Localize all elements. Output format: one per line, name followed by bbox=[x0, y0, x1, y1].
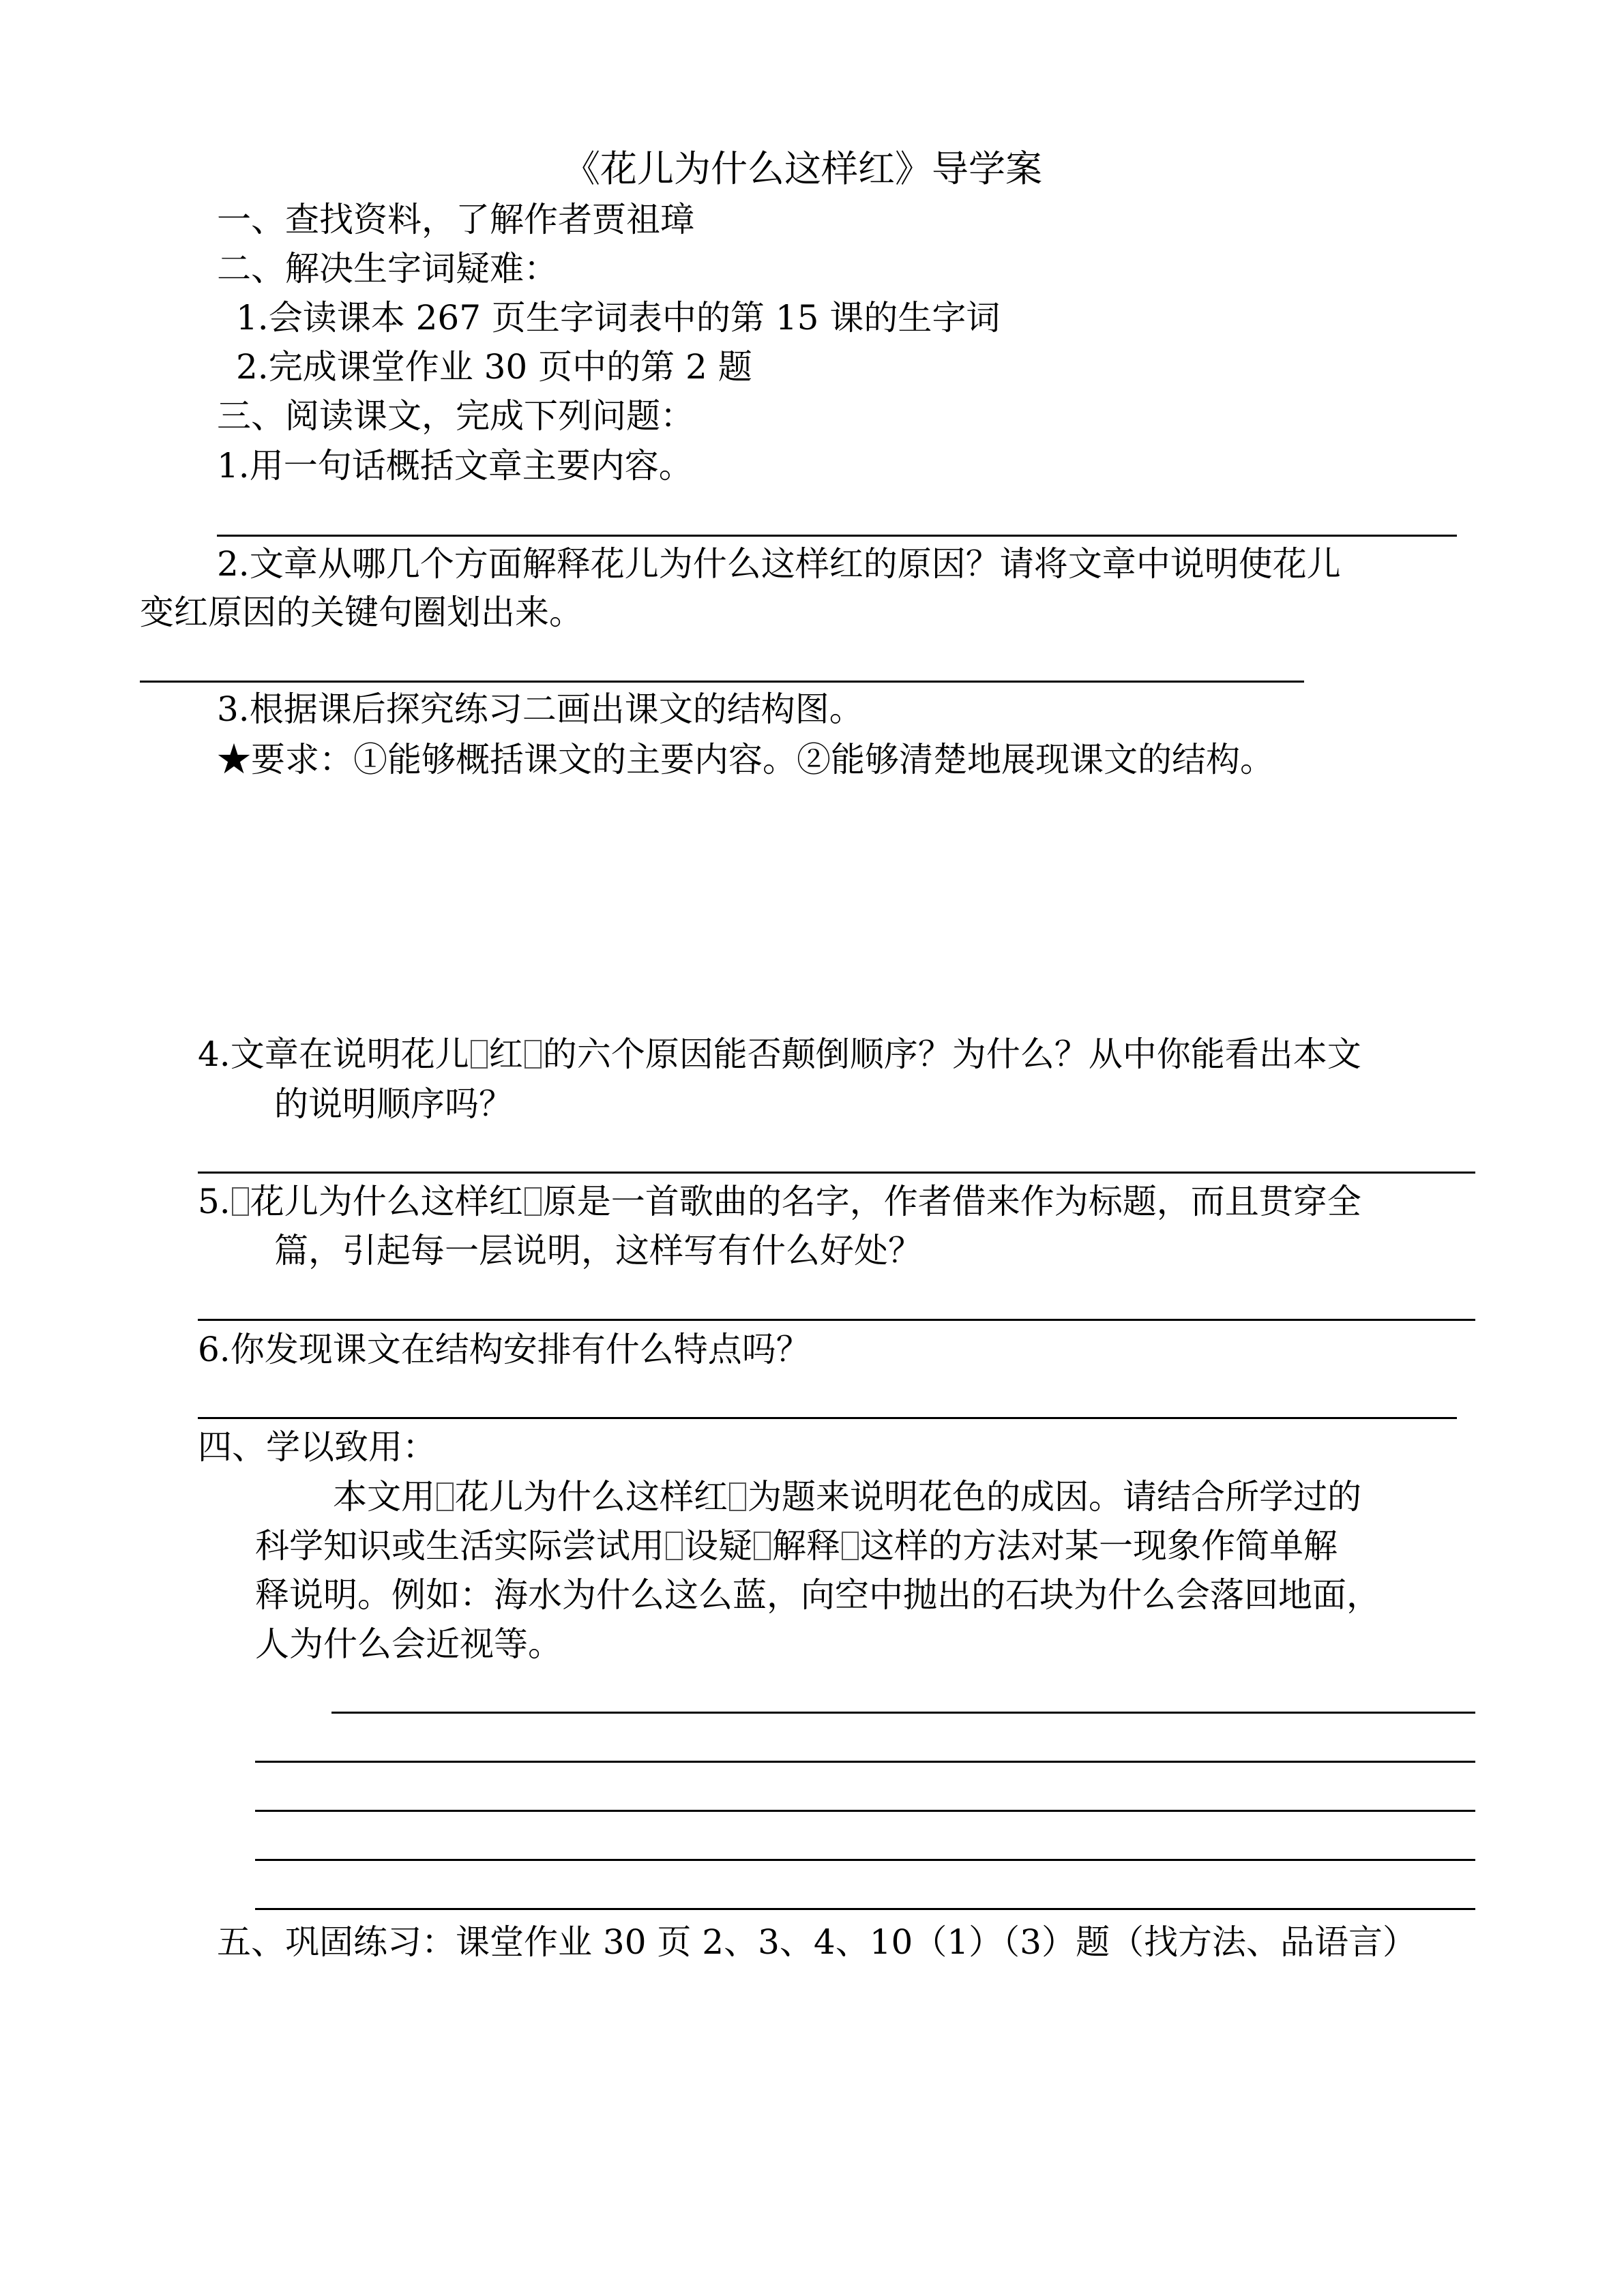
question-5-line-2: 篇，引起每一层说明，这样写有什么好处？ bbox=[274, 1231, 922, 1270]
question-4-line-2: 的说明顺序吗？ bbox=[274, 1084, 513, 1124]
section-4-text-f: 解释 bbox=[772, 1526, 840, 1566]
question-2-line-2: 变红原因的关键句圈划出来。 bbox=[140, 593, 583, 632]
section-2-item-1: 1.会读课本 267 页生字词表中的第 15 课的生字词 bbox=[236, 298, 1001, 338]
writing-line-1 bbox=[331, 1712, 1475, 1714]
missing-glyph-box bbox=[666, 1532, 683, 1561]
page-title: 《花儿为什么这样红》导学案 bbox=[563, 147, 1042, 190]
writing-line-2 bbox=[255, 1761, 1475, 1763]
section-1-heading: 一、查找资料，了解作者贾祖璋 bbox=[217, 200, 694, 239]
section-4-heading: 四、学以致用： bbox=[198, 1427, 437, 1467]
writing-line-3 bbox=[255, 1810, 1475, 1812]
section-2-heading: 二、解决生字词疑难： bbox=[217, 249, 558, 288]
missing-glyph-box bbox=[729, 1482, 746, 1512]
question-2-line-1: 2.文章从哪几个方面解释花儿为什么这样红的原因？请将文章中说明使花儿 bbox=[217, 544, 1341, 584]
question-4-text-c: 的六个原因能否颠倒顺序？为什么？从中你能看出本文 bbox=[542, 1034, 1361, 1074]
question-5-line-1 bbox=[198, 1180, 1361, 1223]
section-4-text-g: 这样的方法对某一现象作简单解 bbox=[860, 1526, 1338, 1566]
section-4-paragraph-line-2 bbox=[255, 1524, 1338, 1568]
question-4-line-1 bbox=[198, 1032, 1361, 1076]
answer-line-6 bbox=[198, 1417, 1457, 1419]
missing-glyph-box bbox=[437, 1482, 454, 1512]
section-4-text-e: 设疑 bbox=[684, 1526, 752, 1566]
section-4-paragraph-line-4: 人为什么会近视等。 bbox=[255, 1624, 562, 1664]
question-4-text-a: 4.文章在说明花儿 bbox=[198, 1034, 469, 1074]
question-3: 3.根据课后探究练习二画出课文的结构图。 bbox=[217, 689, 863, 729]
answer-line-1 bbox=[217, 535, 1457, 537]
section-4-paragraph-line-1 bbox=[333, 1475, 1361, 1519]
question-5-text-b: 花儿为什么这样红 bbox=[250, 1182, 523, 1221]
missing-glyph-box bbox=[232, 1187, 249, 1217]
missing-glyph-box bbox=[525, 1040, 542, 1069]
section-4-paragraph-line-3: 释说明。例如：海水为什么这么蓝，向空中抛出的石块为什么会落回地面， bbox=[255, 1575, 1381, 1615]
section-2-item-2: 2.完成课堂作业 30 页中的第 2 题 bbox=[236, 347, 752, 387]
question-3-requirement: ★要求：①能够概括课文的主要内容。②能够清楚地展现课文的结构。 bbox=[217, 740, 1274, 779]
missing-glyph-box bbox=[842, 1532, 859, 1561]
question-1: 1.用一句话概括文章主要内容。 bbox=[217, 446, 693, 486]
question-5-text-a: 5. bbox=[198, 1182, 231, 1221]
answer-line-2 bbox=[140, 681, 1304, 683]
question-6: 6.你发现课文在结构安排有什么特点吗？ bbox=[198, 1330, 810, 1369]
section-4-text-b: 花儿为什么这样红 bbox=[455, 1477, 728, 1517]
section-4-text-a: 本文用 bbox=[333, 1477, 435, 1517]
section-3-heading: 三、阅读课文，完成下列问题： bbox=[217, 396, 694, 436]
section-4-text-c: 为题来说明花色的成因。请结合所学过的 bbox=[748, 1477, 1361, 1517]
answer-line-4 bbox=[198, 1172, 1475, 1174]
answer-line-5 bbox=[198, 1319, 1475, 1321]
section-5-heading: 五、巩固练习：课堂作业 30 页 2、3、4、10（1）（3）题（找方法、品语言） bbox=[217, 1922, 1417, 1962]
section-4-text-d: 科学知识或生活实际尝试用 bbox=[255, 1526, 664, 1566]
question-4-text-b: 红 bbox=[488, 1034, 523, 1074]
missing-glyph-box bbox=[754, 1532, 771, 1561]
missing-glyph-box bbox=[471, 1040, 488, 1069]
writing-line-5 bbox=[255, 1908, 1475, 1910]
question-5-text-c: 原是一首歌曲的名字，作者借来作为标题，而且贯穿全 bbox=[542, 1182, 1361, 1221]
writing-line-4 bbox=[255, 1859, 1475, 1861]
missing-glyph-box bbox=[525, 1187, 542, 1217]
